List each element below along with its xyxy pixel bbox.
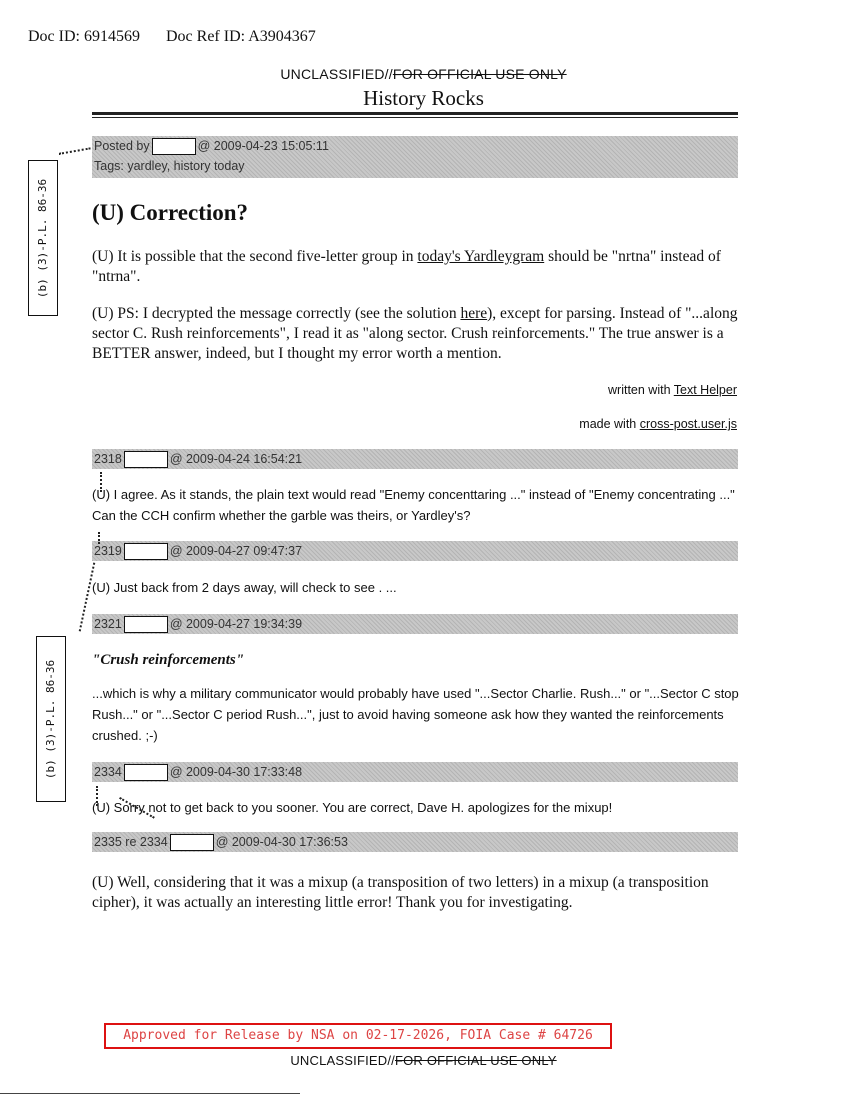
leader-line — [98, 532, 100, 544]
written-with-note: written with Text Helper — [608, 383, 737, 397]
doc-ids — [28, 28, 338, 46]
approval-stamp: Approved for Release by NSA on 02-17-2026, FOIA Case # 64726 — [104, 1023, 612, 1049]
made-with-note: made with cross-post.user.js — [579, 417, 737, 431]
doc-ref-id: Doc Ref ID: A3904367 — [165, 28, 316, 45]
page-title: History Rocks — [363, 86, 484, 110]
post-header-bar: Posted by @ 2009-04-23 15:05:11 Tags: yardley, history today — [92, 136, 738, 178]
post-tags[interactable]: Tags: yardley, history today — [94, 159, 245, 173]
classification-bottom: UNCLASSIFIED//FOR OFFICIAL USE ONLY — [290, 1053, 557, 1068]
yardleygram-link[interactable]: today's Yardleygram — [417, 248, 545, 265]
exemption-stamp: (b) (3)-P.L. 86-36 — [36, 636, 66, 802]
doc-id: Doc ID: 6914569 — [28, 28, 140, 45]
leader-line — [100, 472, 102, 492]
comment-text: (U) Just back from 2 days away, will check to see . ... — [92, 580, 397, 595]
comment-text: (U) Well, considering that it was a mixup (a transposition of two letters) in a mixup (a transposition cipher), it was actually an interesting little error! Thank you for investigating. — [92, 874, 709, 911]
comment-header-bar: 2319 @ 2009-04-27 09:47:37 — [92, 541, 738, 561]
comment-header-bar: 2318 @ 2009-04-24 16:54:21 — [92, 449, 738, 469]
redaction-box — [124, 764, 168, 781]
leader-line — [96, 786, 98, 806]
comment-title: "Crush reinforcements" — [92, 652, 245, 668]
redaction-box — [152, 138, 196, 155]
post-paragraph-1: (U) It is possible that the second five-letter group in today's Yardleygram should be "nrtna" instead of "ntrna". — [92, 248, 721, 285]
redaction-box — [124, 451, 168, 468]
leader-line — [59, 147, 93, 168]
comment-text: (U) I agree. As it stands, the plain text would read "Enemy concenttaring ..." instead of "Enemy concentrating ..." Can the CCH confirm whether the garble was theirs, or Yardley's? — [92, 487, 735, 523]
redaction-box — [170, 834, 214, 851]
redaction-box — [124, 543, 168, 560]
comment-header-bar: 2321 @ 2009-04-27 19:34:39 — [92, 614, 738, 634]
post-heading: (U) Correction? — [92, 200, 249, 225]
exemption-stamp: (b) (3)-P.L. 86-36 — [28, 160, 58, 316]
comment-text: ...which is why a military communicator would probably have used "...Sector Charlie. Rush..." or "...Sector C stop Rush..." or "...Sector C period Rush...", just to avoid having someone ask how they wanted the reinforcements crushed. ;-) — [92, 686, 739, 743]
post-paragraph-2: (U) PS: I decrypted the message correctly (see the solution here), except for parsing. Instead of "...along sector C. Rush reinforcements", I read it as "along sector. Crush reinforcements." The true answer is a BETTER answer, indeed, but I thought my error worth a mention. — [92, 305, 738, 362]
title-rule — [92, 112, 738, 115]
comment-header-bar: 2334 @ 2009-04-30 17:33:48 — [92, 762, 738, 782]
comment-header-bar: 2335 re 2334 @ 2009-04-30 17:36:53 — [92, 832, 738, 852]
solution-link[interactable]: here — [460, 305, 488, 322]
redaction-box — [124, 616, 168, 633]
comment-text: (U) Sorry not to get back to you sooner. You are correct, Dave H. apologizes for the mixup! — [92, 800, 613, 815]
cross-post-link[interactable]: cross-post.user.js — [639, 417, 737, 431]
bottom-rule — [0, 1093, 300, 1094]
title-rule-thin — [92, 117, 738, 118]
text-helper-link[interactable]: Text Helper — [673, 383, 737, 397]
classification-top: UNCLASSIFIED//FOR OFFICIAL USE ONLY — [280, 66, 567, 82]
